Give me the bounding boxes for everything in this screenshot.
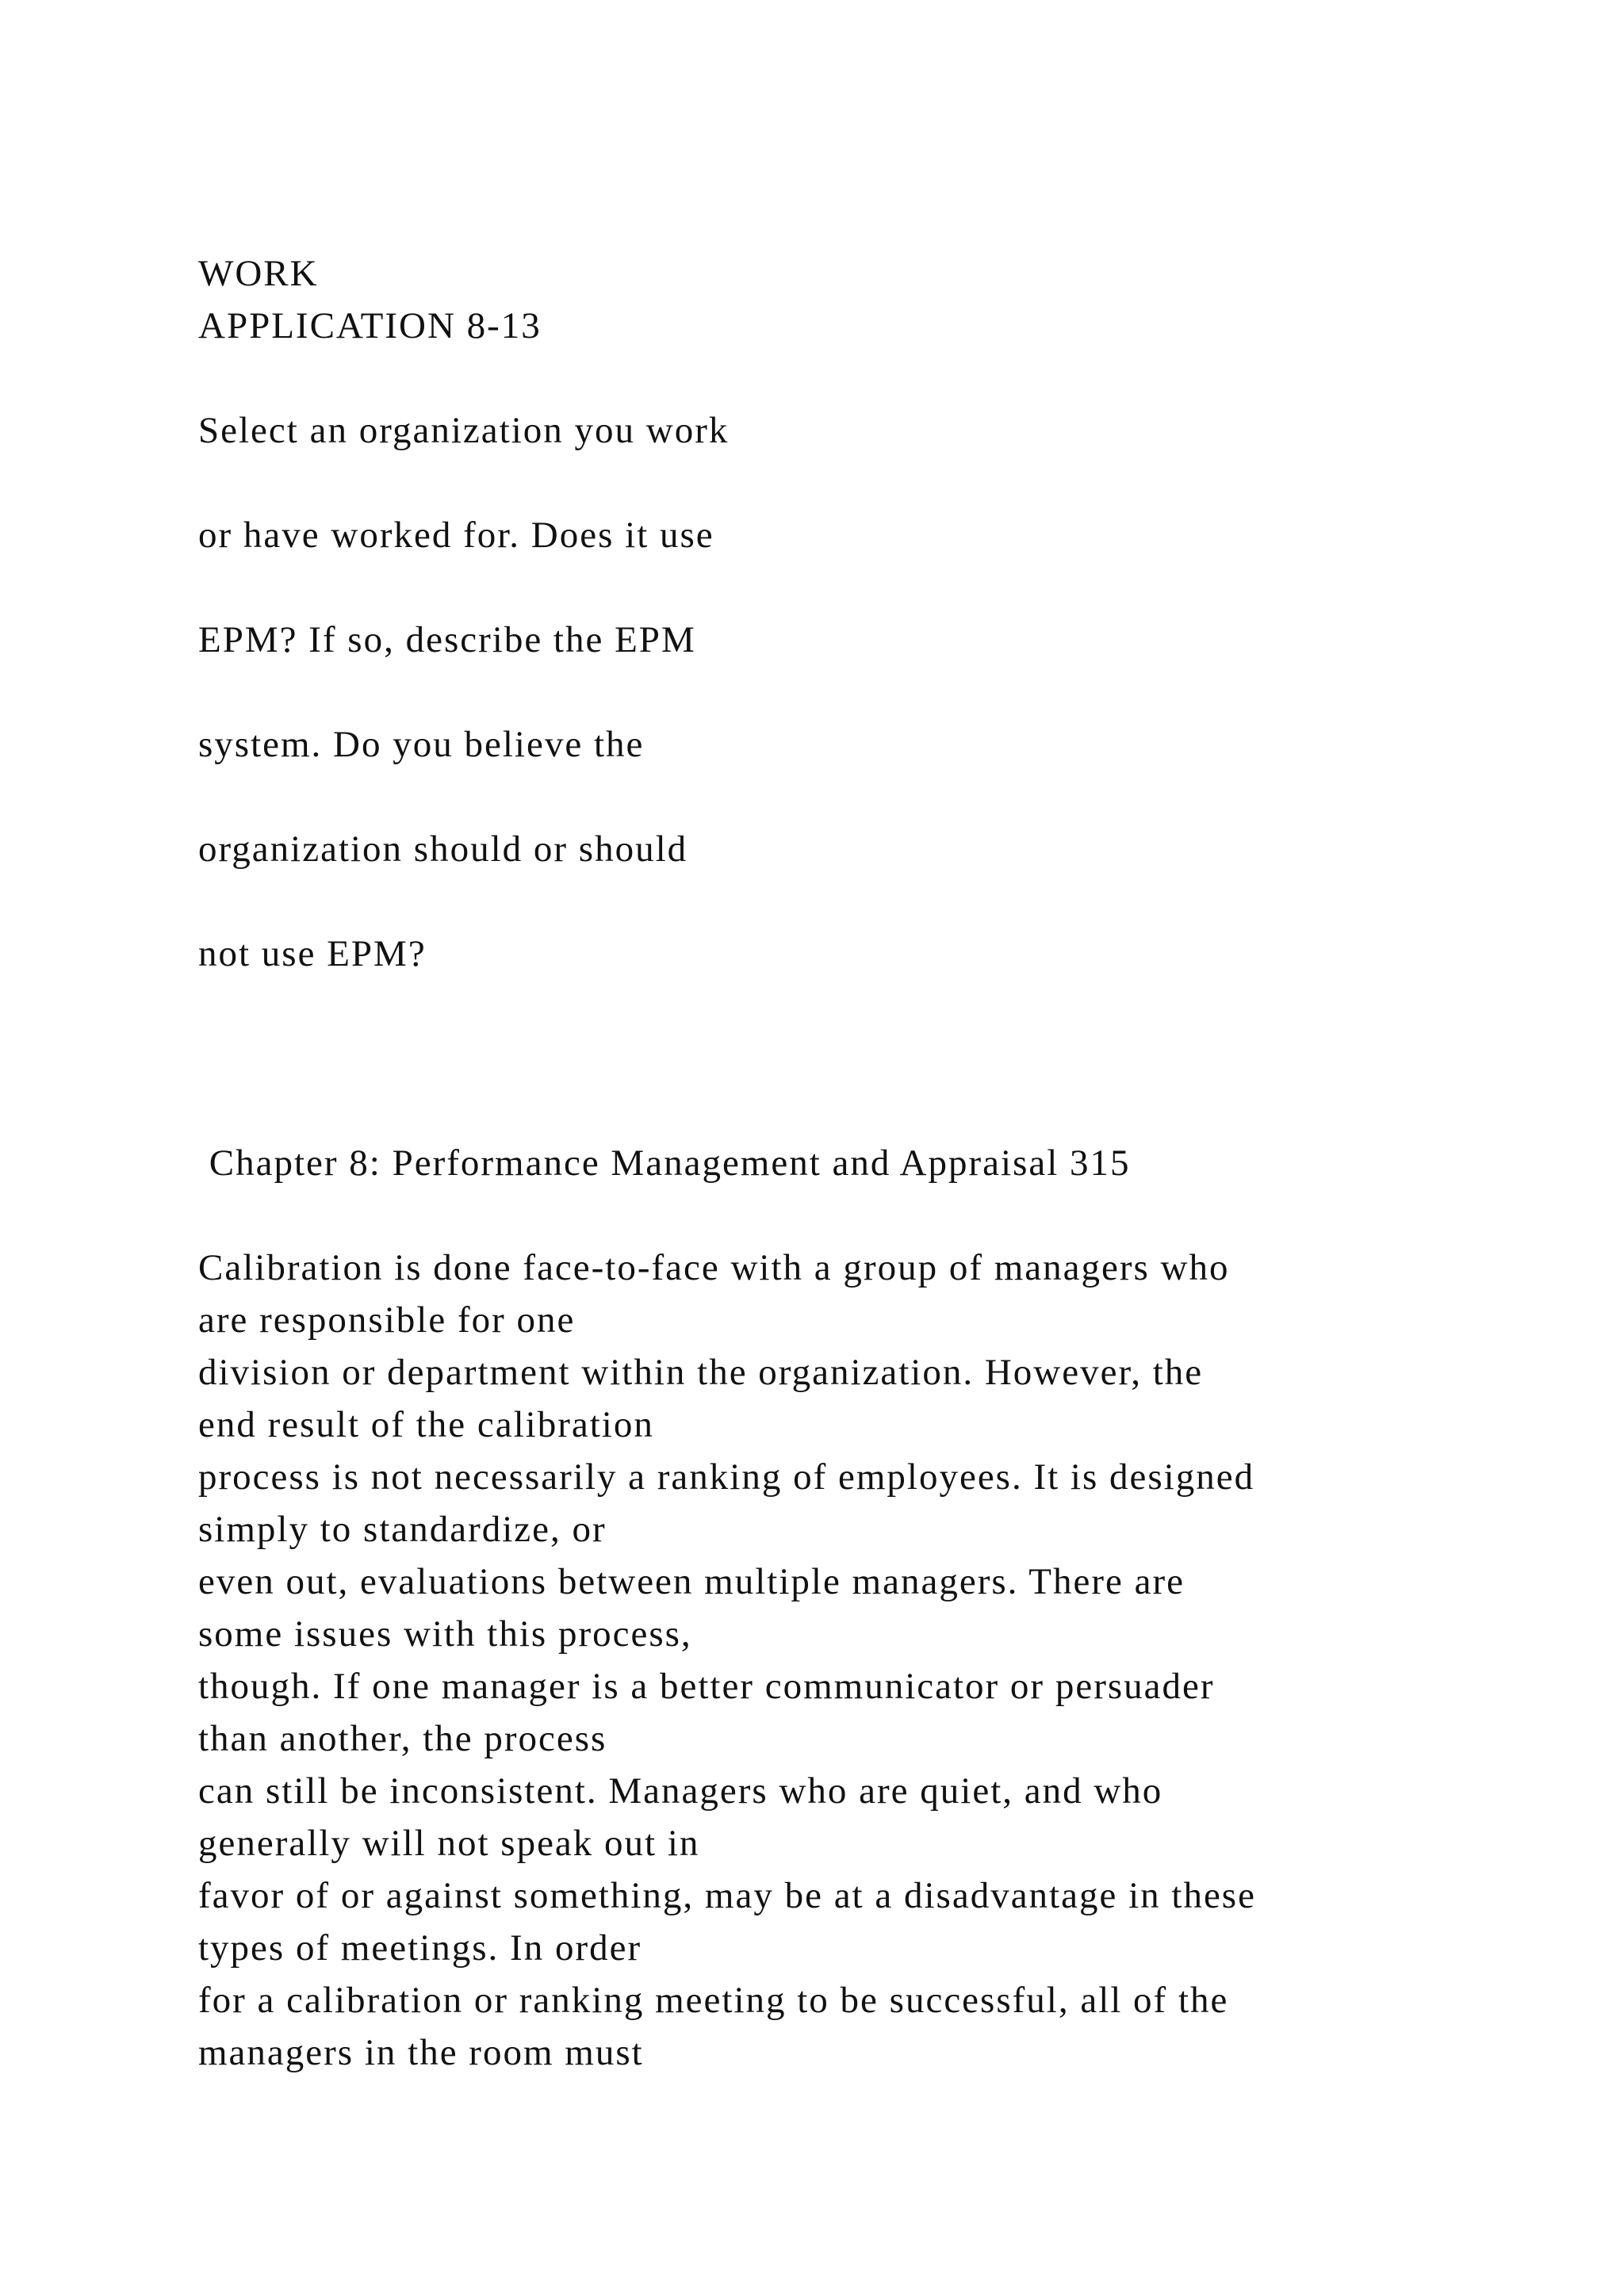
body-line: some issues with this process, [198,1613,692,1655]
question-line: or have worked for. Does it use [198,515,714,556]
body-line: types of meetings. In order [198,1927,642,1969]
body-line: are responsible for one [198,1299,576,1341]
body-line: generally will not speak out in [198,1823,700,1864]
body-line: Calibration is done face-to-face with a group of managers who [198,1247,1230,1288]
question-line: organization should or should [198,828,688,870]
work-application-number: APPLICATION 8-13 [198,305,542,346]
body-line: though. If one manager is a better communicator or persuader [198,1666,1215,1707]
body-line: can still be inconsistent. Managers who are quiet, and who [198,1770,1163,1812]
body-line: for a calibration or ranking meeting to be successful, all of the [198,1980,1229,2021]
body-line: managers in the room must [198,2032,644,2073]
chapter-running-head: Chapter 8: Performance Management and Appraisal 315 [198,1142,1131,1184]
question-line: EPM? If so, describe the EPM [198,619,696,660]
body-line: division or department within the organization. However, the [198,1352,1204,1393]
body-line: favor of or against something, may be at a disadvantage in these [198,1875,1256,1916]
body-line: process is not necessarily a ranking of employees. It is designed [198,1456,1255,1498]
body-line: even out, evaluations between multiple managers. There are [198,1561,1185,1602]
work-application-label: WORK [198,253,319,294]
question-line: not use EPM? [198,933,427,974]
body-line: simply to standardize, or [198,1509,607,1550]
question-line: system. Do you believe the [198,724,645,765]
question-line: Select an organization you work [198,410,730,451]
body-line: end result of the calibration [198,1404,654,1445]
body-line: than another, the process [198,1718,607,1759]
